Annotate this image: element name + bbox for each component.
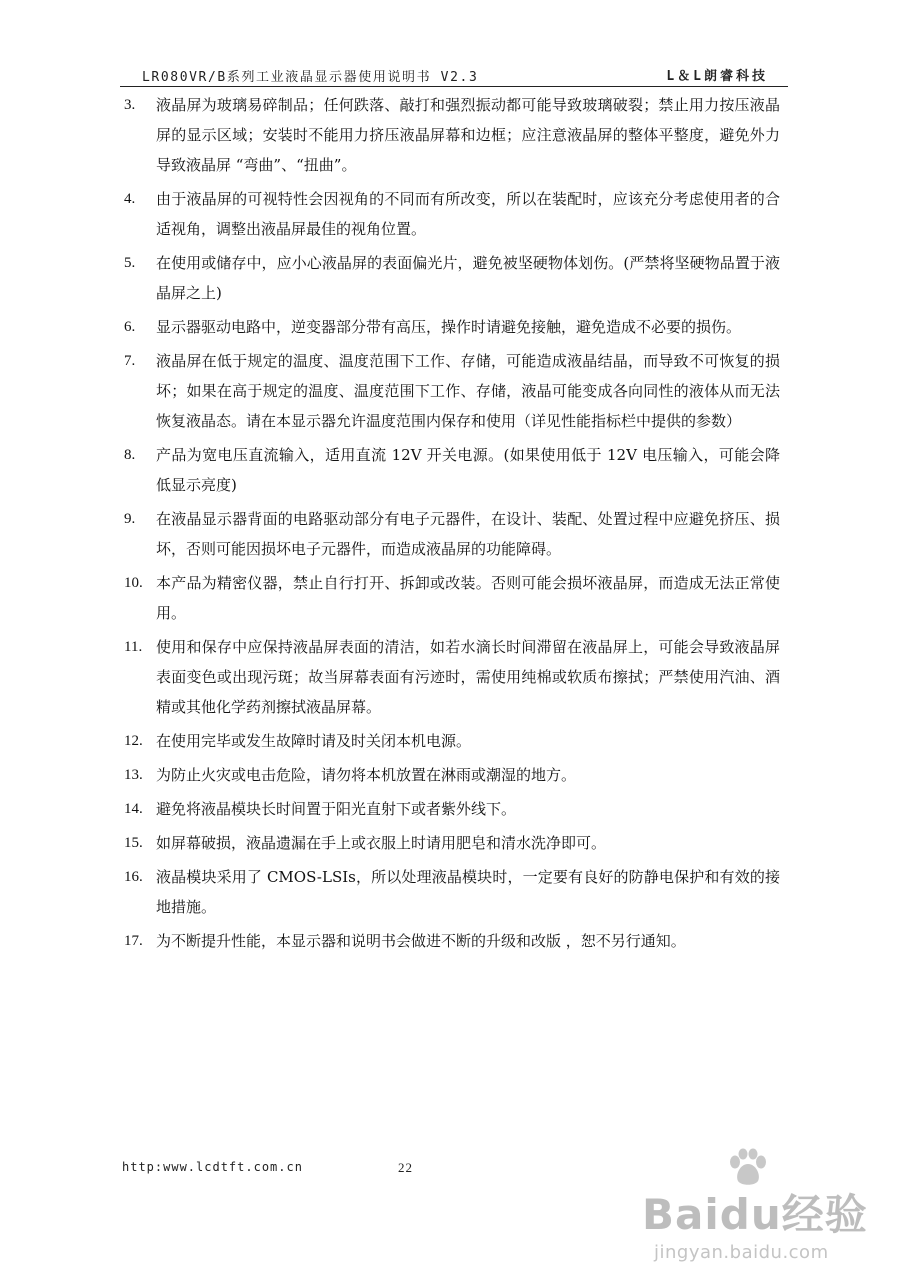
list-item — [120, 862, 780, 922]
document-title: LR080VR/B系列工业液晶显示器使用说明书 V2.3 — [142, 70, 479, 85]
precautions-list — [120, 90, 780, 960]
item-text: 为防止火灾或电击危险，请勿将本机放置在淋雨或潮湿的地方。 — [156, 766, 577, 784]
item-text: 由于液晶屏的可视特性会因视角的不同而有所改变，所以在装配时，应该充分考虑使用者的合适视角，调整出液晶屏最佳的视角位置。 — [156, 190, 780, 238]
item-text: 产品为宽电压直流输入，适用直流 12V 开关电源。(如果使用低于 12V 电压输入，可能会降低显示亮度) — [156, 446, 780, 494]
website-url: http:www.lcdtft.com.cn — [122, 1160, 303, 1174]
list-item — [120, 346, 780, 436]
item-number: 9. — [124, 511, 136, 527]
list-item — [120, 90, 780, 180]
watermark-brand: Baidu经验 — [642, 1190, 868, 1239]
item-text: 避免将液晶模块长时间置于阳光直射下或者紫外线下。 — [156, 800, 517, 818]
page-header — [120, 64, 788, 87]
item-text: 本产品为精密仪器，禁止自行打开、拆卸或改装。否则可能会损坏液晶屏，而造成无法正常使用。 — [156, 574, 780, 622]
list-item — [120, 794, 780, 824]
item-number: 3. — [124, 97, 136, 113]
list-item — [120, 184, 780, 244]
item-text: 在使用或储存中，应小心液晶屏的表面偏光片，避免被坚硬物体划伤。(严禁将坚硬物品置于液晶屏之上) — [156, 254, 780, 302]
item-number: 13. — [124, 767, 143, 783]
item-number: 7. — [124, 353, 136, 369]
page-number: 22 — [398, 1160, 413, 1175]
item-number: 14. — [124, 801, 143, 817]
item-number: 4. — [124, 191, 136, 207]
item-text: 使用和保存中应保持液晶屏表面的清洁，如若水滴长时间滞留在液晶屏上，可能会导致液晶屏表面变色或出现污斑；故当屏幕表面有污迹时，需使用纯棉或软质布擦拭；严禁使用汽油、酒精或其他化学药剂擦拭液晶屏幕。 — [156, 638, 780, 716]
watermark-domain: jingyan.baidu.com — [654, 1242, 829, 1263]
page-footer — [122, 1160, 522, 1180]
item-number: 15. — [124, 835, 143, 851]
item-text: 显示器驱动电路中，逆变器部分带有高压，操作时请避免接触，避免造成不必要的损伤。 — [156, 318, 742, 336]
item-number: 5. — [124, 255, 136, 271]
item-text: 液晶模块采用了 CMOS-LSIs，所以处理液晶模块时，一定要有良好的防静电保护和有效的接地措施。 — [156, 868, 780, 916]
baidu-watermark — [640, 1148, 890, 1270]
item-number: 8. — [124, 447, 136, 463]
list-item — [120, 504, 780, 564]
list-item — [120, 828, 780, 858]
item-number: 10. — [124, 575, 143, 591]
item-text: 为不断提升性能，本显示器和说明书会做进不断的升级和改版 ，恕不另行通知。 — [156, 932, 686, 950]
item-number: 11. — [124, 639, 143, 655]
item-text: 在液晶显示器背面的电路驱动部分有电子元器件，在设计、装配、处置过程中应避免挤压、损坏，否则可能因损坏电子元器件，而造成液晶屏的功能障碍。 — [156, 510, 780, 558]
company-name: L＆L朗睿科技 — [666, 69, 768, 84]
list-item — [120, 568, 780, 628]
list-item — [120, 248, 780, 308]
item-text: 在使用完毕或发生故障时请及时关闭本机电源。 — [156, 732, 472, 750]
item-text: 液晶屏为玻璃易碎制品；任何跌落、敲打和强烈振动都可能导致玻璃破裂；禁止用力按压液晶屏的显示区域；安装时不能用力挤压液晶屏幕和边框；应注意液晶屏的整体平整度，避免外力导致液晶屏 “弯曲”、“扭曲”。 — [156, 96, 780, 174]
item-text: 液晶屏在低于规定的温度、温度范围下工作、存储，可能造成液晶结晶，而导致不可恢复的损坏；如果在高于规定的温度、温度范围下工作、存储，液晶可能变成各向同性的液体从而无法恢复液晶态。请在本显示器允许温度范围内保存和使用（详见性能指标栏中提供的参数） — [156, 352, 780, 430]
list-item — [120, 926, 780, 956]
item-number: 12. — [124, 733, 143, 749]
item-number: 17. — [124, 933, 143, 949]
item-text: 如屏幕破损，液晶遗漏在手上或衣服上时请用肥皂和清水洗净即可。 — [156, 834, 607, 852]
list-item — [120, 312, 780, 342]
item-number: 6. — [124, 319, 136, 335]
list-item — [120, 760, 780, 790]
item-number: 16. — [124, 869, 143, 885]
list-item — [120, 440, 780, 500]
list-item — [120, 632, 780, 722]
list-item — [120, 726, 780, 756]
